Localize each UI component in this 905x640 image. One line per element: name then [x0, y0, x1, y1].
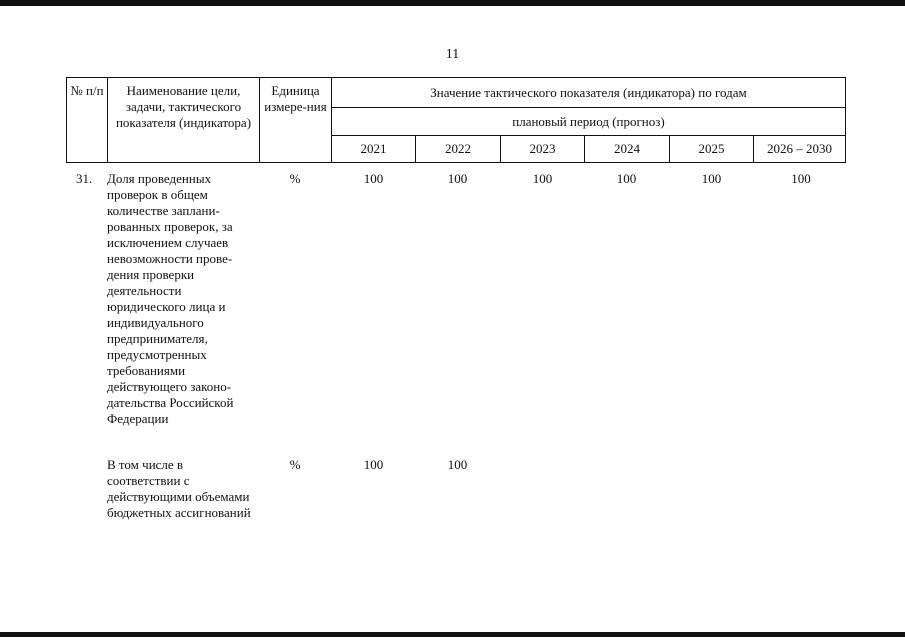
header-period: плановый период (прогноз) [332, 108, 846, 136]
header-year: 2024 [585, 136, 670, 163]
page-number: 11 [445, 47, 460, 62]
header-num: № п/п [67, 78, 108, 163]
row-value: 100 [532, 171, 553, 186]
row-value: 100 [363, 457, 384, 472]
row-value: 100 [447, 457, 468, 472]
row-value: 100 [447, 171, 468, 186]
bottom-rule [0, 632, 905, 637]
top-rule [0, 0, 905, 6]
header-year: 2023 [501, 136, 585, 163]
row-name: В том числе в соответствии с действующими объемами бюджетных ассигнований [107, 457, 251, 520]
row-value: 100 [363, 171, 384, 186]
header-year: 2022 [416, 136, 501, 163]
row-value: 100 [791, 171, 811, 186]
row-value: 100 [616, 171, 637, 186]
table-header [66, 77, 846, 163]
header-year: 2021 [332, 136, 416, 163]
header-name: Наименование цели, задачи, тактического показателя (индикатора) [108, 78, 260, 163]
row-name: Доля проведенных проверок в общем количестве заплани-рованных проверок, за исключением случаев невозможности прове-дения проверки деятельности юридического лица и индивидуального предпринимателя, предусмотренных требованиями действующего законо-дательства Российской Федерации [107, 171, 234, 426]
header-year: 2025 [670, 136, 754, 163]
row-number: 31. [76, 171, 93, 186]
row-value: 100 [701, 171, 722, 186]
header-unit: Единица измере-ния [260, 78, 332, 163]
row-unit: % [289, 457, 301, 472]
header-values-title: Значение тактического показателя (индикатора) по годам [332, 78, 846, 108]
header-year: 2026 – 2030 [754, 136, 846, 163]
row-unit: % [289, 171, 301, 186]
